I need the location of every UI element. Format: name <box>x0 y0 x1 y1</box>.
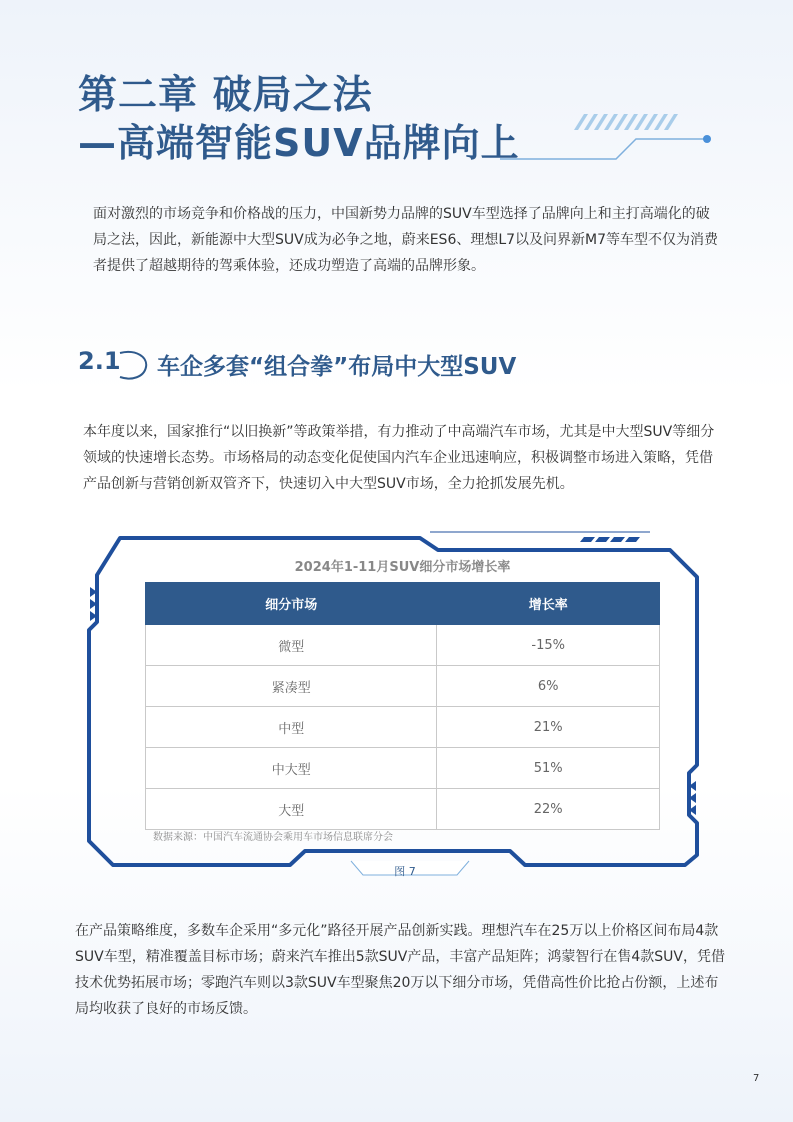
header-segment: 细分市场 <box>146 583 437 625</box>
growth-cell: -15% <box>437 625 660 666</box>
table-title: 2024年1-11月SUV细分市场增长率 <box>294 560 511 575</box>
section-curve-icon <box>114 345 154 385</box>
segment-cell: 紧凑型 <box>146 666 437 707</box>
table-row <box>146 666 660 707</box>
growth-cell: 6% <box>437 666 660 707</box>
page-number: 7 <box>753 1073 760 1084</box>
segment-cell: 微型 <box>146 625 437 666</box>
section-paragraph: 本年度以来，国家推行“以旧换新”等政策举措，有力推动了中高端汽车市场，尤其是中大型SUV等细分领域的快速增长态势。市场格局的动态变化促使国内汽车企业迅速响应，积极调整市场进入策略，凭借产品创新与营销创新双管齐下，快速切入中大型SUV市场，全力抢抓发展先机。 <box>83 424 715 492</box>
table-header-row <box>146 583 660 625</box>
table-row <box>146 625 660 666</box>
figure-label: 图 7 <box>394 865 416 878</box>
section-title: 车企多套“组合拳”布局中大型SUV <box>157 354 517 380</box>
segment-cell: 中大型 <box>146 748 437 789</box>
decorative-line <box>500 128 720 168</box>
segment-cell: 中型 <box>146 707 437 748</box>
header-growth-rate: 增长率 <box>437 583 660 625</box>
table-row <box>146 707 660 748</box>
table-row <box>146 748 660 789</box>
growth-table <box>145 582 660 830</box>
table-row <box>146 789 660 830</box>
section-number: 2.1 <box>78 347 121 375</box>
segment-cell: 大型 <box>146 789 437 830</box>
growth-cell: 51% <box>437 748 660 789</box>
growth-cell: 21% <box>437 707 660 748</box>
chapter-subtitle: —高端智能SUV品牌向上 <box>78 121 520 165</box>
closing-paragraph: 在产品策略维度，多数车企采用“多元化”路径开展产品创新实践。理想汽车在25万以上价格区间布局4款SUV车型，精准覆盖目标市场；蔚来汽车推出5款SUV产品，丰富产品矩阵；鸿蒙智行在售4款SUV，凭借技术优势拓展市场；零跑汽车则以3款SUV车型聚焦20万以下细分市场，凭借高性价比抢占份额，上述布局均收获了良好的市场反馈。 <box>75 923 725 1017</box>
intro-paragraph: 面对激烈的市场竞争和价格战的压力，中国新势力品牌的SUV车型选择了品牌向上和主打高端化的破局之法，因此，新能源中大型SUV成为必争之地，蔚来ES6、理想L7以及问界新M7等车型不仅为消费者提供了超越期待的驾乘体验，还成功塑造了高端的品牌形象。 <box>93 206 719 274</box>
growth-cell: 22% <box>437 789 660 830</box>
data-source: 数据来源：中国汽车流通协会乘用车市场信息联席分会 <box>153 832 393 843</box>
chapter-title: 第二章 破局之法 <box>78 73 373 118</box>
